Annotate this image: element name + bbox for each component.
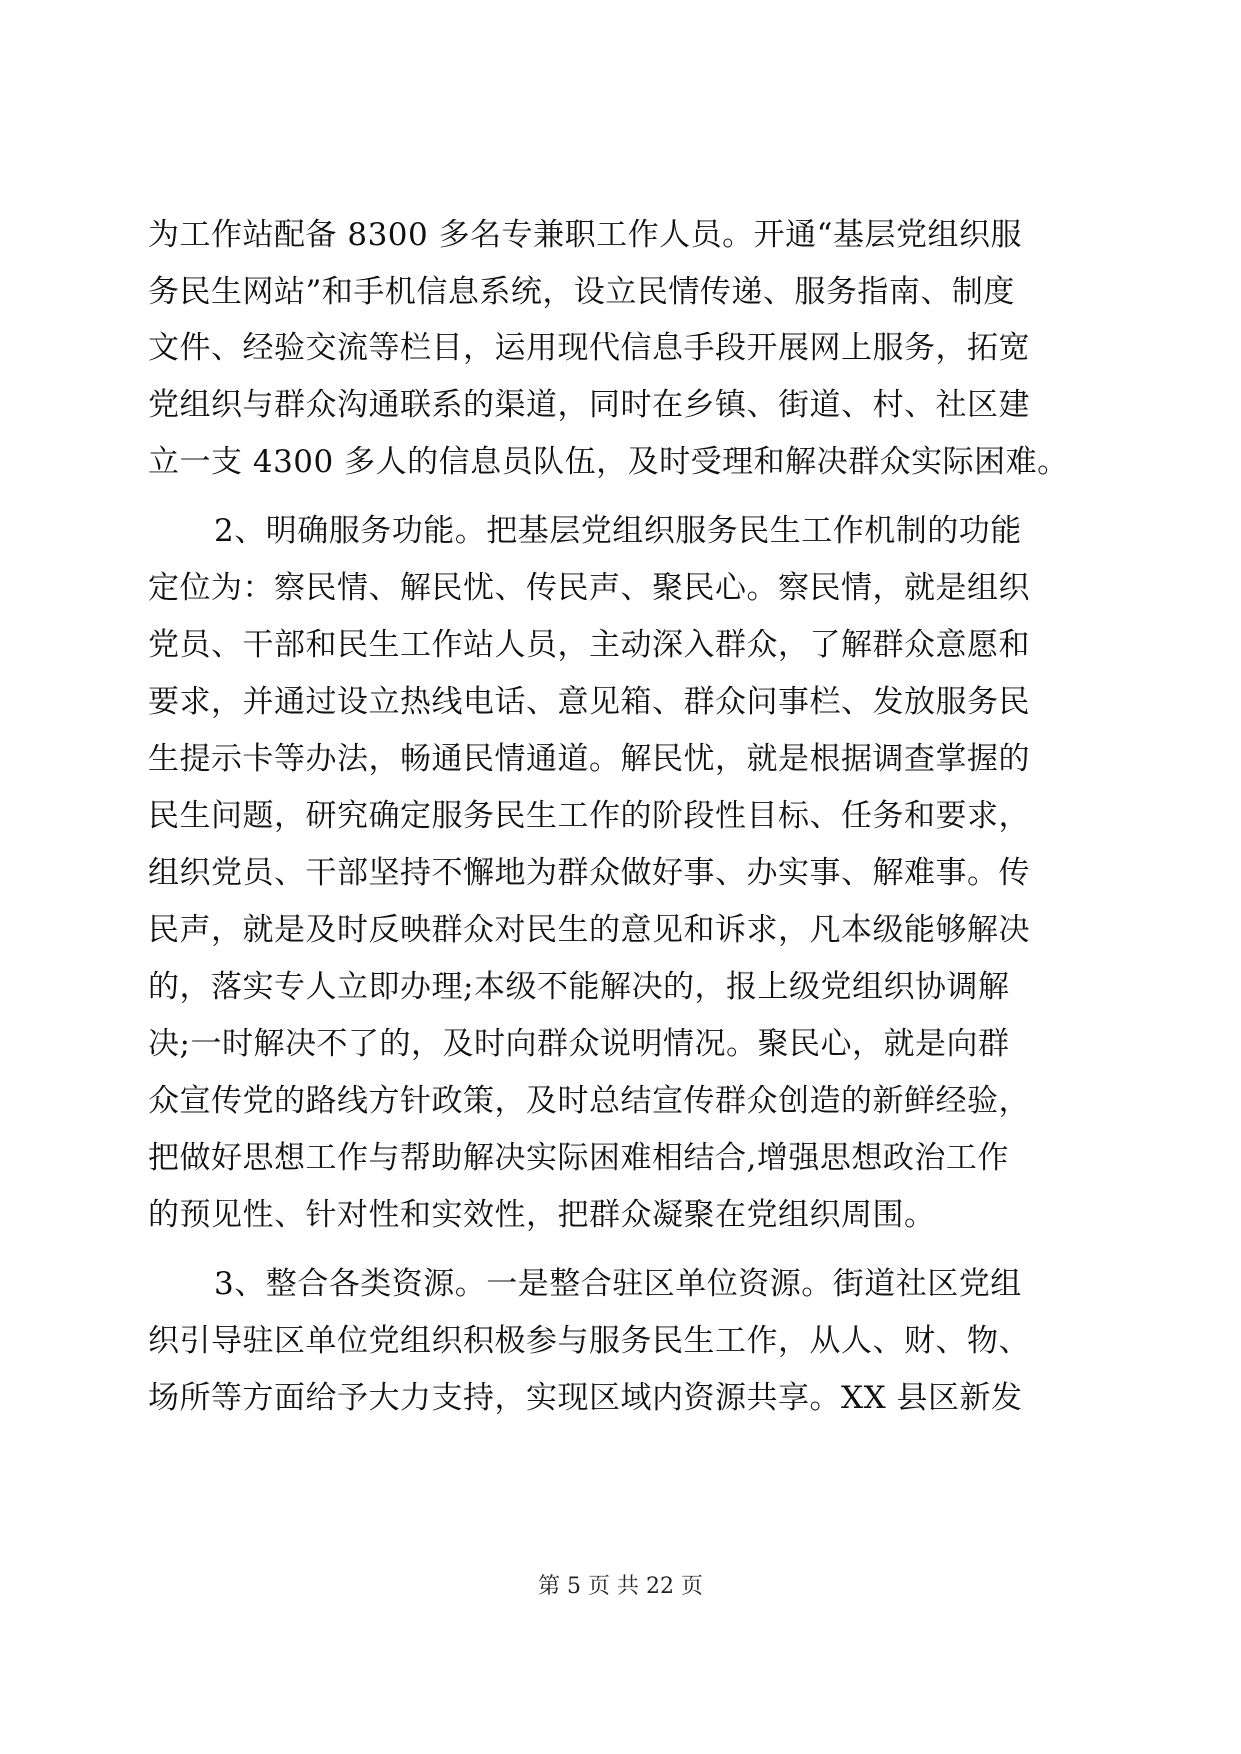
- text-line: 党员、干部和民生工作站人员，主动深入群众，了解群众意愿和: [148, 627, 1030, 663]
- page-footer: 第 5 页 共 22 页: [538, 1574, 703, 1599]
- text-line: 众宣传党的路线方针政策，及时总结宣传群众创造的新鲜经验，: [148, 1083, 1030, 1119]
- text-line: 的预见性、针对性和实效性，把群众凝聚在党组织周围。: [148, 1197, 936, 1233]
- text-line: 组织党员、干部坚持不懈地为群众做好事、办实事、解难事。传: [148, 855, 1030, 891]
- text-line: 场所等方面给予大力支持，实现区域内资源共享。XX 县区新发: [148, 1380, 1023, 1416]
- text-line: 党组织与群众沟通联系的渠道，同时在乡镇、街道、村、社区建: [148, 387, 1030, 423]
- text-line: 务民生网站”和手机信息系统，设立民情传递、服务指南、制度: [148, 274, 1015, 310]
- text-line: 要求，并通过设立热线电话、意见箱、群众问事栏、发放服务民: [148, 684, 1030, 720]
- text-line: 织引导驻区单位党组织积极参与服务民生工作，从人、财、物、: [148, 1323, 1030, 1359]
- text-line: 生提示卡等办法，畅通民情通道。解民忧，就是根据调查掌握的: [148, 741, 1030, 777]
- text-line: 决;一时解决不了的，及时向群众说明情况。聚民心，就是向群: [148, 1026, 1010, 1062]
- text-line: 把做好思想工作与帮助解决实际困难相结合,增强思想政治工作: [148, 1140, 1009, 1176]
- text-line: 为工作站配备 8300 多名专兼职工作人员。开通“基层党组织服: [148, 217, 1022, 253]
- paragraph-start-line: 2、明确服务功能。把基层党组织服务民生工作机制的功能: [214, 513, 1022, 549]
- text-line: 民生问题，研究确定服务民生工作的阶段性目标、任务和要求，: [148, 798, 1030, 834]
- text-line: 的，落实专人立即办理;本级不能解决的，报上级党组织协调解: [148, 969, 1010, 1005]
- text-line: 定位为：察民情、解民忧、传民声、聚民心。察民情，就是组织: [148, 570, 1030, 606]
- text-line: 文件、经验交流等栏目，运用现代信息手段开展网上服务，拓宽: [148, 330, 1030, 366]
- paragraph-start-line: 3、整合各类资源。一是整合驻区单位资源。街道社区党组: [214, 1266, 1022, 1302]
- text-line: 立一支 4300 多人的信息员队伍，及时受理和解决群众实际困难。: [148, 444, 1069, 480]
- text-line: 民声，就是及时反映群众对民生的意见和诉求，凡本级能够解决: [148, 912, 1030, 948]
